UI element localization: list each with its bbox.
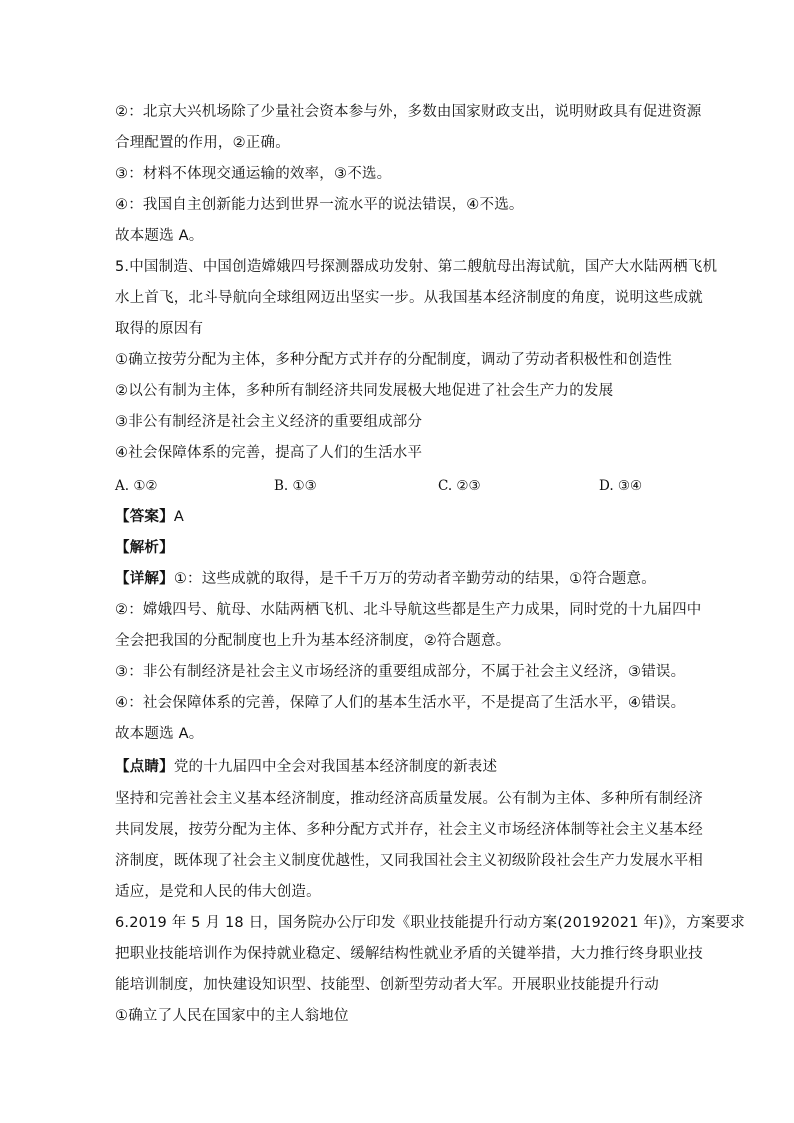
- answer-line: [115, 507, 685, 527]
- option-b: B. ①③: [274, 478, 317, 494]
- statement-item: ①确立了人民在国家中的主人翁地位: [115, 1008, 349, 1024]
- text-line: ④：我国自主创新能力达到世界一流水平的说法错误，④不选。: [115, 197, 524, 213]
- text-line: ②：嫦娥四号、航母、水陆两栖飞机、北斗导航这些都是生产力成果，同时党的十九届四中: [115, 602, 702, 618]
- option-d: D. ③④: [599, 478, 643, 494]
- question-5-text: 取得的原因有: [115, 321, 204, 337]
- point-tag: 【点睛】: [115, 759, 174, 775]
- answer-value: A: [173, 509, 184, 525]
- question-5-text: 水上首飞，北斗导航向全球组网迈出坚实一步。从我国基本经济制度的角度，说明这些成就: [115, 290, 703, 306]
- text-line: 故本题选 A。: [115, 726, 204, 742]
- question-6-text: 6.2019 年 5 月 18 日，国务院办公厅印发《职业技能提升行动方案(20192021 年)》，方案要求: [115, 915, 745, 931]
- detail-text: ①：这些成就的取得，是千千万万的劳动者辛勤劳动的结果，①符合题意。: [173, 571, 656, 587]
- text-line: 全会把我国的分配制度也上升为基本经济制度，②符合题意。: [115, 633, 511, 649]
- question-6-text: 把职业技能培训作为保持就业稳定、缓解结构性就业矛盾的关键举措，大力推行终身职业技: [115, 946, 703, 962]
- option-c: C. ②③: [438, 478, 481, 494]
- statement-item: ②以公有制为主体，多种所有制经济共同发展极大地促进了社会生产力的发展: [115, 383, 614, 399]
- text-line: 坚持和完善社会主义基本经济制度，推动经济高质量发展。公有制为主体、多种所有制经济: [115, 791, 703, 807]
- analysis-tag: 【解析】: [115, 540, 174, 556]
- point-title: 党的十九届四中全会对我国基本经济制度的新表述: [173, 759, 498, 775]
- point-line: [115, 757, 685, 777]
- option-a: A. ①②: [115, 478, 158, 494]
- text-line: 共同发展，按劳分配为主体、多种分配方式并存，社会主义市场经济体制等社会主义基本经: [115, 822, 703, 838]
- answer-tag: 【答案】: [115, 509, 174, 525]
- statement-item: ④社会保障体系的完善，提高了人们的生活水平: [115, 445, 423, 461]
- detail-line: [115, 569, 685, 589]
- text-line: 故本题选 A。: [115, 228, 204, 244]
- statement-item: ①确立按劳分配为主体，多种分配方式并存的分配制度，调动了劳动者积极性和创造性: [115, 352, 673, 368]
- text-line: 合理配置的作用，②正确。: [115, 135, 290, 151]
- question-5-text: 5.中国制造、中国创造嫦娥四号探测器成功发射、第二艘航母出海试航，国产大水陆两栖飞机: [115, 259, 718, 275]
- text-line: 济制度，既体现了社会主义制度优越性，又同我国社会主义初级阶段社会生产力发展水平相: [115, 853, 703, 869]
- text-line: ③：材料不体现交通运输的效率，③不选。: [115, 166, 392, 182]
- text-line: ④：社会保障体系的完善，保障了人们的基本生活水平，不是提高了生活水平，④错误。: [115, 695, 686, 711]
- detail-tag: 【详解】: [115, 571, 174, 587]
- statement-item: ③非公有制经济是社会主义经济的重要组成部分: [115, 414, 423, 430]
- text-line: 适应，是党和人民的伟大创造。: [115, 884, 321, 900]
- question-6-text: 能培训制度，加快建设知识型、技能型、创新型劳动者大军。开展职业技能提升行动: [115, 977, 659, 993]
- text-line: ②：北京大兴机场除了少量社会资本参与外，多数由国家财政支出，说明财政具有促进资源: [115, 104, 702, 120]
- text-line: ③：非公有制经济是社会主义市场经济的重要组成部分，不属于社会主义经济，③错误。: [115, 664, 686, 680]
